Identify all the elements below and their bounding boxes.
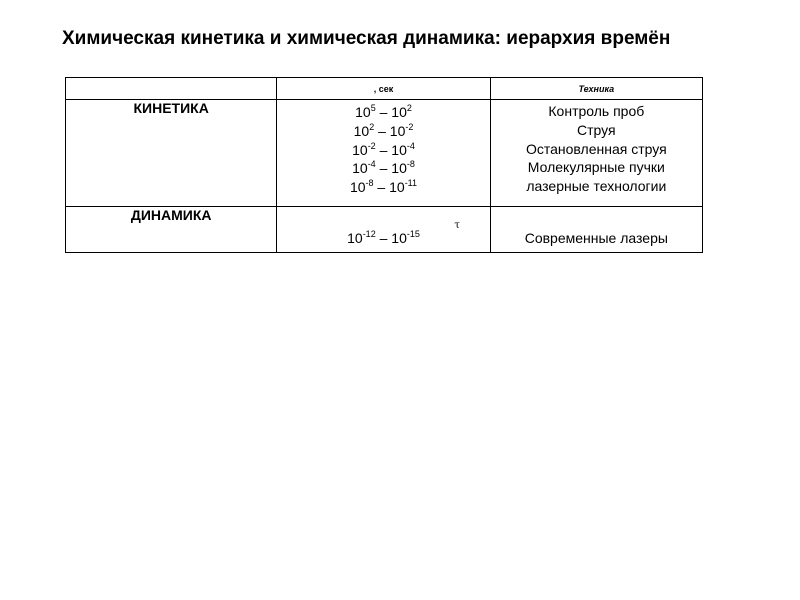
time-range: $10^{-8} - 10^{-11}$ — [349, 178, 418, 196]
kinetics-technique-cell — [490, 100, 702, 207]
technique-item: Молекулярные пучки — [527, 159, 665, 176]
time-range: $10^2 - 10^{-2}$ — [353, 121, 414, 139]
header-empty-cell — [66, 78, 277, 100]
header-time-cell: , сек — [277, 78, 490, 100]
technique-item: Остановленная струя — [525, 140, 667, 157]
time-range: $10^{-12} - 10^{-15}$ — [347, 229, 420, 246]
slide-title: Химическая кинетика и химическая динамика: иерархия времён — [62, 28, 671, 49]
technique-item: Современные лазеры — [524, 230, 668, 246]
tau-symbol: τ — [454, 220, 460, 231]
dynamics-technique-cell — [490, 207, 702, 253]
table-header-row — [66, 78, 703, 100]
table-row-kinetics — [66, 100, 703, 207]
kinetics-time-cell — [277, 100, 490, 207]
time-range: $10^5 - 10^2$ — [355, 103, 412, 120]
time-range: $10^{-2} - 10^{-4}$ — [352, 140, 415, 158]
technique-item: Струя — [577, 121, 616, 138]
technique-item: лазерные технологии — [526, 178, 667, 195]
kinetics-label: КИНЕТИКА — [66, 100, 277, 207]
dynamics-label: ДИНАМИКА — [66, 207, 277, 253]
header-technique-cell: Техника — [490, 78, 702, 100]
time-hierarchy-table — [65, 77, 703, 253]
table-row-dynamics — [66, 207, 703, 253]
time-range: $10^{-4} - 10^{-8}$ — [352, 159, 415, 177]
technique-item: Контроль проб — [548, 103, 645, 119]
dynamics-time-cell — [277, 207, 490, 253]
